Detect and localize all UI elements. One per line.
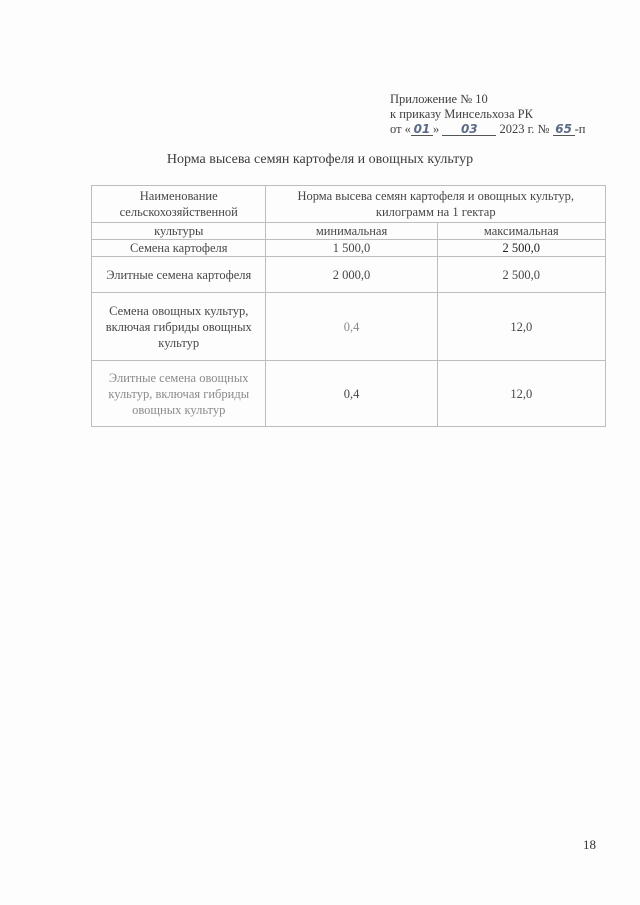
header-max: максимальная [437, 223, 605, 240]
row-min: 2 000,0 [266, 257, 437, 293]
year-label: 2023 г. № [499, 122, 550, 136]
header-row-3 [92, 223, 606, 240]
row-max: 2 500,0 [437, 240, 605, 257]
row-name: Семена картофеля [92, 240, 266, 257]
handwritten-month: 03 [442, 123, 496, 136]
header-row-1 [92, 186, 606, 223]
table-row [92, 361, 606, 427]
appendix-order-ref: к приказу Минсельхоза РК [390, 107, 533, 121]
table-row [92, 257, 606, 293]
table-row [92, 240, 606, 257]
header-norm-label: Норма высева семян картофеля и овощных культур, килограмм на 1 гектар [297, 189, 574, 219]
header-min: минимальная [266, 223, 437, 240]
appendix-date-line [390, 122, 585, 137]
header-name-label: Наименование сельскохозяйственной [119, 189, 238, 219]
handwritten-order-number: 65 [553, 123, 575, 136]
document-title: Норма высева семян картофеля и овощных культур [166, 152, 474, 167]
row-name: Семена овощных культур, включая гибриды овощных культур [92, 293, 266, 361]
row-name: Элитные семена картофеля [92, 257, 266, 293]
header-name-tail: культуры [92, 223, 266, 240]
appendix-title: Приложение № 10 [390, 92, 488, 106]
order-suffix: -п [574, 122, 586, 136]
row-min: 0,4 [266, 361, 437, 427]
appendix-block [390, 92, 585, 137]
date-close-quote: » [432, 122, 440, 136]
header-name-col [92, 186, 266, 223]
header-norm-group [266, 186, 606, 223]
row-min: 1 500,0 [266, 240, 437, 257]
row-max: 12,0 [437, 361, 605, 427]
row-name: Элитные семена овощных культур, включая гибриды овощных культур [92, 361, 266, 427]
row-max: 12,0 [437, 293, 605, 361]
date-prefix: от « [390, 122, 411, 136]
page-number: 18 [583, 837, 596, 852]
row-max: 2 500,0 [437, 257, 605, 293]
seeding-norm-table [91, 185, 606, 427]
handwritten-day: 01 [411, 123, 433, 136]
row-min: 0,4 [266, 293, 437, 361]
table-row [92, 293, 606, 361]
